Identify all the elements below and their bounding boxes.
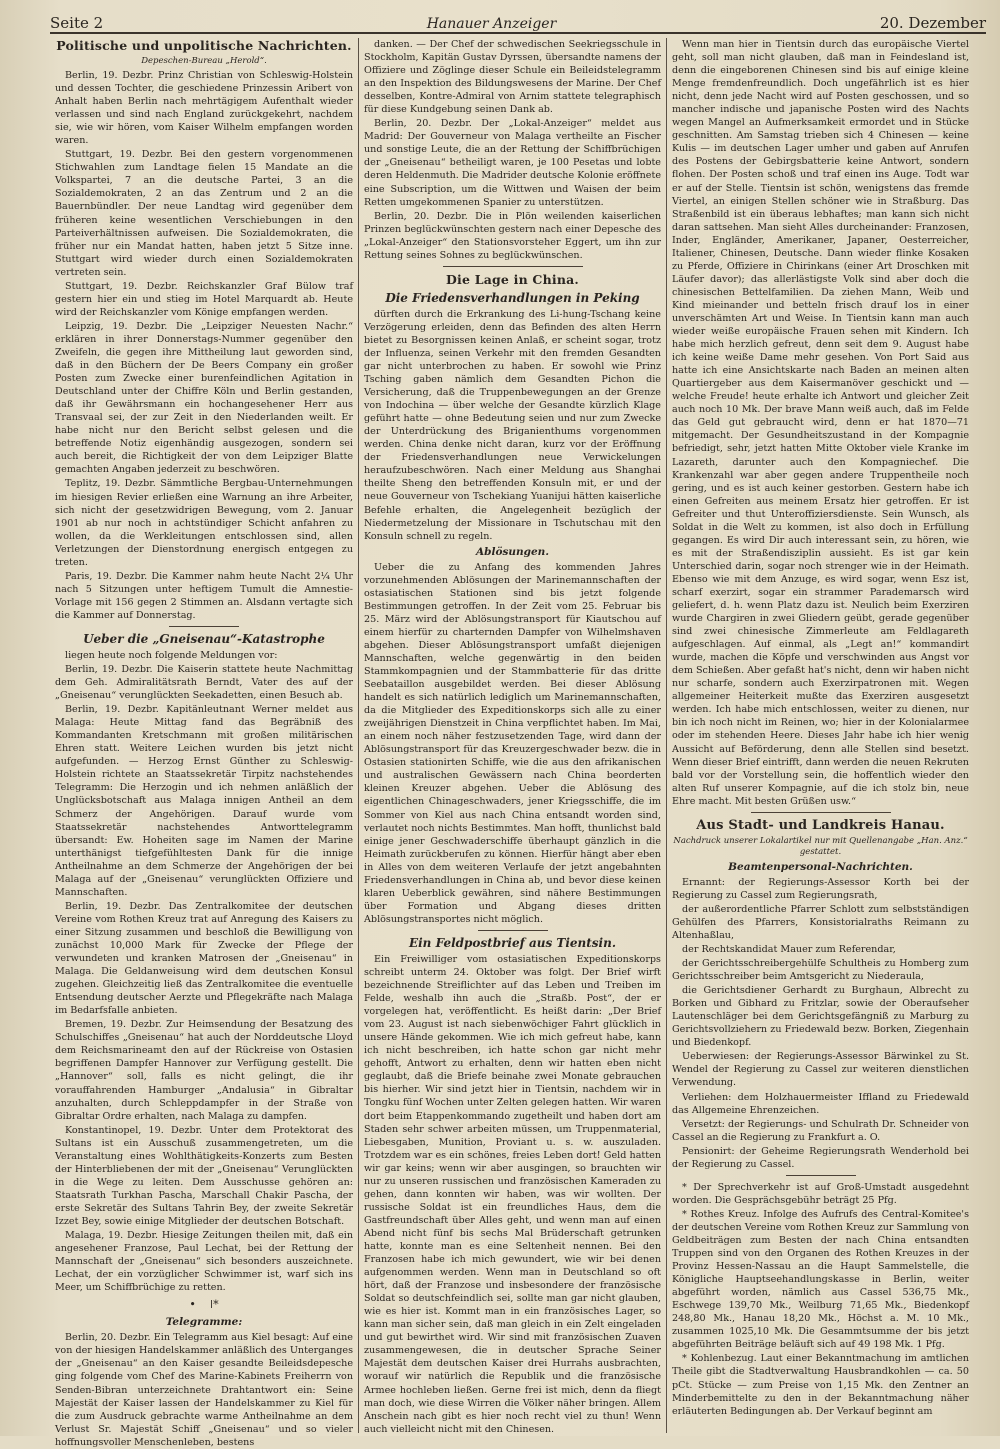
article-paragraph: Verliehen: dem Holzhauermeister Iffland zu Friedewald das Allgemeine Ehrenzeichen. [672, 1091, 969, 1116]
divider [443, 266, 583, 267]
article-paragraph: Ueberwiesen: der Regierungs-Assessor Bärwinkel zu St. Wendel der Regierung zu Cassel zur weiteren dienstlichen Verwendung. [672, 1051, 969, 1089]
article-paragraph: Bremen, 19. Dezbr. Zur Heimsendung der Besatzung des Schulschiffes „Gneisenau“ hat auch der Norddeutsche Lloyd dem Reichsmarineamt den auf der Rückreise von Ostasien begriffenen Dampfer Hannover zur Verfügung gestellt. Die „Hannover“ soll, falls es nicht gelingt, die ihr vorauffahrenden Hamburger „Andalusia“ in Gibraltar anzuhalten, durch Schleppdampfer in der Straße von Gibraltar Ordre erhalten, nach Malaga zu dampfen. [55, 1019, 353, 1122]
columns [50, 38, 986, 1448]
article-paragraph: Berlin, 20. Dezbr. Die in Plön weilenden kaiserlichen Prinzen beglückwünschten gestern nach einer Depesche des „Lokal-Anzeiger“ den Stationsvorsteher Eggert, um ihn zur Rettung seines Sohnes zu beglückwünschen. [364, 210, 661, 261]
subsection-title-officials: Beamtenpersonal-Nachrichten. [728, 860, 913, 873]
divider [478, 930, 548, 931]
column-1 [50, 38, 358, 1448]
article-paragraph: Leipzig, 19. Dezbr. Die „Leipziger Neuesten Nachr.“ erklären in ihrer Donnerstags-Nummer gegenüber den Zweifeln, die gegen ihre Mittheilung laut geworden sind, daß in den Büchern der De Beers Company ein großer Posten zum Zwecke einer burenfeindlichen Agitation in Deutschland unter der Chiffre Köln und Berlin gestanden, daß ihr Gewährsmann ein hochangesehener Herr aus Transvaal sei, der zur Zeit in den Niederlanden weilt. Er habe nicht nur den Bericht selbst gelesen und die betreffende Notiz eigenhändig ausgezogen, sondern sei auch bereit, die Richtigkeit der von dem Leipziger Blatte gemachten Angaben jederzeit zu beschwören. [55, 320, 353, 476]
divider [786, 1175, 856, 1176]
article-paragraph: der Gerichtsschreibergehülfe Schultheis zu Homberg zum Gerichtsschreiber beim Amtsgericht zu Niederaula, [672, 958, 969, 983]
article-paragraph: Versetzt: der Regierungs- und Schulrath Dr. Schneider von Cassel an die Regierung zu Frankfurt a. O. [672, 1118, 970, 1143]
wire-source: Depeschen-Bureau „Herold“. [141, 56, 267, 66]
reprint-note: Nachdruck unserer Lokalartikel nur mit Quellenangabe „Han. Anz.“ gestattet. [673, 835, 968, 857]
article-paragraph: Paris, 19. Dezbr. Die Kammer nahm heute Nacht 2¼ Uhr nach 5 Sitzungen unter heftigem Tumult die Amnestie-Vorlage mit 156 gegen 2 Stimmen an. Alsdann vertagte sich die Kammer auf Donnerstag. [55, 570, 353, 621]
subsection-title-peace: Die Friedensverhandlungen in Peking [385, 290, 640, 305]
section-title-politics: Politische und unpolitische Nachrichten. [56, 38, 352, 53]
article-paragraph: Ueber die zu Anfang des kommenden Jahres vorzunehmenden Ablösungen der Marinemannschaften der ostasiatischen Stationen sind bis jetzt folgende Bestimmungen getroffen. In der Zeit vom 25. Februar bis 25. März wird der Ablösungstransport für Kiautschou auf einem hierfür zu charternden Dampfer von Wilhelmshaven abgehen. Dieser Ablösungstransport umfaßt diejenigen Mannschaften, welche gegenwärtig in den beiden Stammkompagnien und der Stammbatterie für das dritte Seebataillon ausgebildet werden. Bei dieser Ablösung handelt es sich natürlich lediglich um Marinemannschaften, da die Mitglieder des Expeditionskorps sich alle zu einer zweijährigen Dienstzeit in China verpflichtet haben. Im Mai, an einem noch näher festzusetzenden Tage, wird dann der Ablösungstransport für das Kreuzergeschwader bezw. die in Ostasien stationirten Schiffe, wie die aus den afrikanischen und australischen Gewässern nach China beorderten kleinen Kreuzer abgehen. Ueber die Ablösung des eigentlichen Chinageschwaders, jener Kriegsschiffe, die im Sommer von Kiel aus nach China entsandt worden sind, verlautet noch nichts Bestimmtes. Man hofft, thunlichst bald einige jener Geschwaderschiffe überhaupt gänzlich in die Heimath zurückberufen zu können. Hierfür hängt aber eben in Alles von dem weiteren Verlaufe der jetzt angebahnten Friedensverhandlungen in China ab, und bevor diese keinen klaren Ueberblick gewähren, sind nähere Bestimmungen über Formation und Abgang dieses dritten Ablösungstransportes nicht möglich. [364, 561, 661, 925]
article-paragraph: Teplitz, 19. Dezbr. Sämmtliche Bergbau-Unternehmungen im hiesigen Revier erließen eine Warnung an ihre Arbeiter, sich nicht der gesetzwidrigen Bewegung, vom 2. Januar 1901 ab nur noch in achtstündiger Schicht anfahren zu wollen, da die Werkleitungen entschlossen sind, allen Verletzungen der Dienstordnung energisch entgegen zu treten. [55, 478, 353, 568]
column-3 [666, 38, 974, 1433]
article-paragraph: * Der Sprechverkehr ist auf Groß-Umstadt ausgedehnt worden. Die Gesprächsgebühr beträgt 25 Pfg. [672, 1181, 969, 1206]
article-paragraph: Berlin, 20. Dezbr. Ein Telegramm aus Kiel besagt: Auf eine von der hiesigen Handelskammer anläßlich des Unterganges der „Gneisenau“ an den Kaiser gesandte Beileidsdepesche ging folgende vom Chef des Marine-Kabinets Freiherrn von Senden-Bibran unterzeichnete Drahtantwort ein: Seine Majestät der Kaiser lassen der Handelskammer zu Kiel für die zum Ausdruck gebrachte warme Antheilnahme an dem Verlust Sr. Majestät Schiff „Gneisenau“ und so vieler hoffnungsvoller Menschenleben, bestens [55, 1332, 353, 1448]
telegram-title: Telegramme: [165, 1316, 243, 1329]
newspaper-title: Hanauer Anzeiger [426, 16, 557, 32]
issue-date: 20. Dezember [879, 14, 986, 32]
article-paragraph: der außerordentliche Pfarrer Schlott zum selbstständigen Gehülfen des Pfarrers, Konsistorialraths Reimann zu Altenhaßlau, [672, 903, 969, 941]
divider [751, 812, 891, 813]
divider [169, 626, 239, 627]
section-title-china: Die Lage in China. [446, 271, 579, 287]
article-paragraph: Stuttgart, 19. Dezbr. Bei den gestern vorgenommenen Stichwahlen zum Landtage fielen 15 Mandate an die Volkspartei, 7 an die deutsche Partei, 3 an die Sozialdemokraten, 2 an das Zentrum und 2 an die Bauernbündler. Der neue Landtag wird gegenüber dem früheren keine wesentlichen Verschiebungen in den Parteiverhältnissen aufweisen. Die Sozialdemokraten, die früher nur ein Mandat hatten, haben jetzt 5 Sitze inne. Stuttgart wird wieder durch einen Sozialdemokraten vertreten sein. [55, 149, 353, 278]
article-paragraph: Berlin, 19. Dezbr. Prinz Christian von Schleswig-Holstein und dessen Tochter, die geschiedene Prinzessin Aribert von Anhalt haben Berlin nach mehrtägigem Aufenthalt wieder verlassen und sind nach England zurückgekehrt, nachdem sie, wie wir hören, vom Kaiser Wilhelm empfangen worden waren. [55, 70, 353, 147]
article-paragraph: Malaga, 19. Dezbr. Hiesige Zeitungen theilen mit, daß ein angesehener Franzose, Paul Lechat, bei der Rettung der Mannschaft der „Gneisenau“ sich besonders auszeichnete. Lechat, der ein vorzüglicher Schwimmer ist, warf sich ins Meer, um Schiffbrüchige zu retten. [55, 1230, 353, 1294]
column-2 [358, 38, 666, 1433]
article-paragraph: Stuttgart, 19. Dezbr. Reichskanzler Graf Bülow traf gestern hier ein und stieg im Hotel Marquardt ab. Heute wird der Reichskanzler vom Könige empfangen werden. [55, 280, 353, 318]
article-paragraph: Ein Freiwilliger vom ostasiatischen Expeditionskorps schreibt unterm 24. Oktober was folgt. Der Brief wirft bezeichnende Streiflichter auf das Leben und Treiben im Felde, weshalb ihn auch die „Straßb. Post“, der er vorgelegen hat, veröffentlicht. Es heißt darin: „Der Brief vom 23. August ist nach siebenwöchiger Fahrt glücklich in unsere Hände gekommen. Wie ich mich gefreut habe, kann ich nicht beschreiben, ich hatte schon gar nicht mehr gehofft, Antwort zu erhalten, denn wir hatten eben nicht geglaubt, daß die Briefe beinahe zwei Monate gebrauchen bis hierher. Wir sind jetzt hier in Tientsin, nachdem wir in Tongku fünf Wochen unter Zelten gelegen hatten. Wir waren dort beim Etappenkommando zugetheilt und haben dort am Staden sehr schwer arbeiten müssen, um Truppenmaterial, Liebesgaben, Munition, Proviant u. s. w. auszuladen. Trotzdem war es ein schönes, freies Leben dort! Geld hatten wir gar keins; wenn wir aber ausgingen, so brauchten wir nur zu unseren russischen und französischen Kameraden zu gehen, dann konnten wir haben, was wir wollten. Der russische Soldat ist ein freundliches Haus, dem die Gastfreundschaft über Alles geht, und wenn man auf einen Abend nicht fünf bis sechs Mal Brüderschaft getrunken hatte, konnte man es eine Seltenheit nennen. Bei den Franzosen habe ich mich gewundert, wie wir bei denen aufgenommen werden. Wenn man in Deutschland so oft hört, daß der Franzose und insbesondere der französische Soldat so deutschfeindlich sei, sollte man gar nicht glauben, wie es hier ist. Kommt man in ein französisches Lager, so kann man sicher sein, daß man gleich in ein Zelt eingeladen und gut bewirthet wird. Wir sind mit französischen Zuaven zusammengewesen, die in deutscher Sprache Seiner Majestät dem deutschen Kaiser drei Hurrahs ausbrachten, worauf wir natürlich die Republik und die französische Armee hochleben ließen. Gerne frei ist mich, denn da fliegt man doch, wie diese Wirren die Völker näher bringen. Allem Anschein nach gibt es hier noch recht viel zu thun! Wenn auch vielleicht nicht mit den Chinesen. [364, 953, 661, 1435]
subsection-title-relief: Ablösungen. [476, 545, 549, 558]
ornament: • ǀ* [189, 1298, 219, 1312]
article-paragraph: der Rechtskandidat Mauer zum Referendar, [682, 944, 896, 955]
article-paragraph: Berlin, 19. Dezbr. Die Kaiserin stattete heute Nachmittag dem Geh. Admiralitätsrath Berndt, Vater des auf der „Gneisenau“ verunglückten Seekadetten, einen Besuch ab. [55, 664, 353, 702]
article-paragraph: Wenn man hier in Tientsin durch das europäische Viertel geht, soll man nicht glauben, daß man in Feindesland ist, denn die eingeborenen Chinesen sind bis auf einige kleine Menge fremdenfreundlich. Doch ungefährlich ist es hier nicht, denn jede Nacht wird auf Posten geschossen, und so mancher indische und japanische Posten wird des Nachts wegen Mangel an Aufmerksamkeit ermordet und in Stücke geschnitten. Am Samstag trieben sich 4 Chinesen — keine Kulis — im deutschen Lager umher und gaben auf Anrufen des Postens der Gebirgsbatterie keine Antwort, sondern flohen. Der Posten schoß und traf einen ins Auge. Todt war er auf der Stelle. Tientsin ist schön, wenigstens das fremde Viertel, an einigen Stellen schöner wie in Straßburg. Das Straßenbild ist ein überaus lebhaftes; man kann sich nicht daran sattsehen. Man sieht Alles durcheinander: Franzosen, Inder, Engländer, Amerikaner, Japaner, Oesterreicher, Italiener, Chinesen, Deutsche. Dann wieder flinke Kosaken zu Pferde, Offiziere in Chirinkans (einer Art Droschken mit Läufer davor); das allerlästigste Volk sind aber doch die chinesischen Bettelfamilien. Da ziehen Mann, Weib und Kind mieinander und betteln frisch drauf los in einer unverschämten Art und Weise. In Tientsin kann man auch wieder weiße europäische Frauen sehen mit Kindern. Ich habe mich herzlich gefreut, denn seit dem 9. August habe ich keine weiße Dame mehr gesehen. Von Port Said aus hatte ich eine Ansichtskarte nach Baden an meinen alten Quartiergeber aus dem Kaisermanöver geschickt und — welche Freude! heute erhalte ich Antwort und gleicher Zeit auch noch 10 Mk. Der brave Mann weiß auch, daß im Felde das Geld gut gebraucht wird, denn er hat 1870—71 mitgemacht. Der Gesundheitszustand in der Kompagnie befriedigt, sehr, jetzt hatten Mitte Oktober viele Kranke im Lazareth, darunter auch den Kompagniechef. Die Krankenzahl war aber gegen andere Truppentheile noch gering, und es ist auch keiner gestorben. Gestern habe ich einen Gefreiten aus meinem Ersatz hier getroffen. Er ist Gefreiter und thut Unteroffiziersdienste. Sein Wunsch, als Soldat in die Welt zu kommen, ist also doch in Erfüllung gegangen. Es wird Dir auch interessant sein, zu hören, wie es mit der Straßendisziplin aussieht. Es ist gar kein Unterschied darin, sogar noch strenger wie in der Heimath. Ebenso wie mit dem Anzuge, es wird sogar, wenn Esz ist, scharf exerzirt, sogar ein strammer Parademarsch wird geliefert, d. h. wenn Platz dazu ist. Neulich beim Exerziren wurde Chargiren in zwei Gliedern geübt, gerade gegenüber sind zwei chinesische Zimmerleute am Feldlagareth aufgeschlagen. Auf einmal, als „Legt an!“ kommandirt wurde, machen die Köpfe und verschwinden aus Angst vor dem Schießen. Aber gefaßt hat's nicht, denn wir haben nicht nur scharfe, sondern auch Exerzirpatronen mit. Wegen allgemeiner Heiterkeit mußte das Exerziren ausgesetzt werden. Ich habe mich entschlossen, weiter zu dienen, nur bin ich noch nicht im Reinen, wo; hier in der Kolonialarmee oder im stehenden Heere. Dieses Jahr habe ich hier wenig Aussicht auf Beförderung, denn alle Stellen sind besetzt. Wenn dieser Brief eintrifft, dann werden die neuen Rekruten bald vor der Vorstellung sein, die hoffentlich wieder den alten Ruf unserer Kompagnie, auf die ich stolz bin, neue Ehre macht. Mit besten Grüßen usw.“ [672, 39, 969, 807]
section-title-local: Aus Stadt- und Landkreis Hanau. [696, 817, 945, 833]
article-paragraph: Pensionirt: der Geheime Regierungsrath Wenderhold bei der Regierung zu Cassel. [672, 1145, 969, 1170]
section-title-gneisenau: Ueber die „Gneisenau“-Katastrophe [83, 631, 325, 646]
article-paragraph: * Kohlenbezug. Laut einer Bekanntmachung im amtlichen Theile gibt die Stadtverwaltung Hausbrandkohlen — ca. 50 pCt. Stücke — zum Preise von 1,15 Mk. den Zentner an Minderbemittelte zu den in der Bekanntmachung näher erläuterten Bedingungen ab. Der Verkauf beginnt am [672, 1353, 969, 1417]
article-paragraph: Berlin, 20. Dezbr. Der „Lokal-Anzeiger“ meldet aus Madrid: Der Gouverneur von Malaga vertheilte an Fischer und sonstige Leute, die an der Rettung der Schiffbrüchigen der „Gneisenau“ betheiligt waren, je 100 Pesetas und lobte deren Heldenmuth. Die Madrider deutsche Kolonie eröffnete eine Subscription, um die Wittwen und Waisen der beim Retten umgekommenen Spanier zu unterstützen. [364, 118, 661, 208]
article-paragraph: liegen heute noch folgende Meldungen vor: [65, 649, 278, 661]
article-paragraph: Ernannt: der Regierungs-Assessor Korth bei der Regierung zu Cassel zum Regierungsrath, [672, 876, 969, 901]
page-number: Seite 2 [50, 14, 104, 32]
article-paragraph: Berlin, 19. Dezbr. Kapitänleutnant Werner meldet aus Malaga: Heute Mittag fand das Begräbniß des Kommandanten Kretschmann mit großen militärischen Ehren statt. Weitere Leichen wurden bis jetzt nicht aufgefunden. — Herzog Ernst Günther zu Schleswig-Holstein richtete an Staatssekretär Tirpitz nachstehendes Telegramm: Die Herzogin und ich nehmen anläßlich der Unglücksbotschaft aus Malaga innigen Antheil an dem Schmerz der Angehörigen. Darauf wurde vom Staatssekretär nachstehendes Antworttelegramm übersandt: Ew. Hoheiten sage im Namen der Marine unterthänigst tiefgefühltesten Dank für die innige Antheilnahme an dem Schmerze der Angehörigen der bei Malaga auf der „Gneisenau“ verunglückten Offiziere und Mannschaften. [55, 704, 353, 898]
section-title-letter: Ein Feldpostbrief aus Tientsin. [408, 935, 617, 950]
article-paragraph: danken. — Der Chef der schwedischen Seekriegsschule in Stockholm, Kapitän Gustav Dyrssen, übersandte namens der Offiziere und Zöglinge dieser Schule ein Beileidstelegramm an den Inspektion des Bildungswesens der Marine. Der Chef desselben, Kontre-Admiral von Arnim stattete telegraphisch für diese Kundgebung seinen Dank ab. [364, 39, 661, 116]
article-paragraph: die Gerichtsdiener Gerhardt zu Burghaun, Albrecht zu Borken und Gibhard zu Fritzlar, sowie der Oberaufseher Lautenschläger bei dem Gerichtsgefängniß zu Marburg zu Gerichtsvollziehern zu Friedewald bezw. Borken, Ziegenhain und Biedenkopf. [672, 985, 969, 1049]
article-paragraph: Konstantinopel, 19. Dezbr. Unter dem Protektorat des Sultans ist ein Ausschuß zusammengetreten, um die Veranstaltung eines Wohlthätigkeits-Konzerts zum Besten der Hinterbliebenen der mit der „Gneisenau“ Verunglückten in die Wege zu leiten. Dem Ausschusse gehören an: Staatsrath Turkhan Pascha, Marschall Chakir Pascha, der erste Sekretär des Sultans Tahrin Bey, der zweite Sekretär Izzet Bey, sowie einige Mitglieder der deutschen Botschaft. [55, 1124, 353, 1227]
article-paragraph: Berlin, 19. Dezbr. Das Zentralkomitee der deutschen Vereine vom Rothen Kreuz trat auf Anregung des Kaisers zu einer Sitzung zusammen und beschloß die Bewilligung von zunächst 10,000 Mark für Zwecke der Pflege der verwundeten und kranken Matrosen der „Gneisenau“ in Malaga. Die Geldanweisung wird dem deutschen Konsul zugehen. Gleichzeitig ließ das Zentralkomitee die eventuelle Entsendung deutscher Aerzte und Pflegekräfte nach Malaga im Bedarfsfalle anbieten. [55, 900, 353, 1017]
page-header [50, 6, 986, 34]
article-paragraph: * Rothes Kreuz. Infolge des Aufrufs des Central-Komitee's der deutschen Vereine vom Rothen Kreuz zur Sammlung von Geldbeiträgen zum Besten der nach China entsandten Truppen sind von den Organen des Rothen Kreuzes in der Provinz Hessen-Nassau an die Haupt Sammelstelle, die Königliche Hauptseehandlungskasse in Berlin, weiter abgeführt worden, nämlich aus Cassel 536,75 Mk., Eschwege 139,70 Mk., Weilburg 71,65 Mk., Biedenkopf 248,80 Mk., Hanau 18,20 Mk., Höchst a. M. 10 Mk., zusammen 1025,10 Mk. Die Gesammtsumme der bis jetzt abgeführten Beiträge beläuft sich auf 49 198 Mk. 1 Pfg. [672, 1208, 969, 1351]
article-paragraph: dürften durch die Erkrankung des Li-hung-Tschang keine Verzögerung erleiden, denn das Befinden des alten Herrn bietet zu Besorgnissen keinen Anlaß, er scheint sogar, trotz der Influenza, seinen Verkehr mit den fremden Gesandten gar nicht unterbrochen zu haben. Er sowohl wie Prinz Tsching gaben nämlich dem Gesandten Pichon die Versicherung, daß die Truppenbewegungen an der Grenze von Indochina — über welche der Gesandte kürzlich Klage geführt hatte — ohne Bedeutung seien und nur zum Zwecke der Unterdrückung des Briganienthums vorgenommen werden. China denke nicht daran, kurz vor der Eröffnung der Friedensverhandlungen neue Verwickelungen heraufzubeschwören. Nach einer Meldung aus Shanghai theilte Sheng den betreffenden Konsuln mit, er und der neue Gouverneur von Tschekiang Yuanijui hätten kaiserliche Befehle erhalten, die Angelegenheit bezüglich der Niedermetzelung der Missionare in Tschutschau mit den Konsuln schnell zu regeln. [364, 308, 661, 542]
